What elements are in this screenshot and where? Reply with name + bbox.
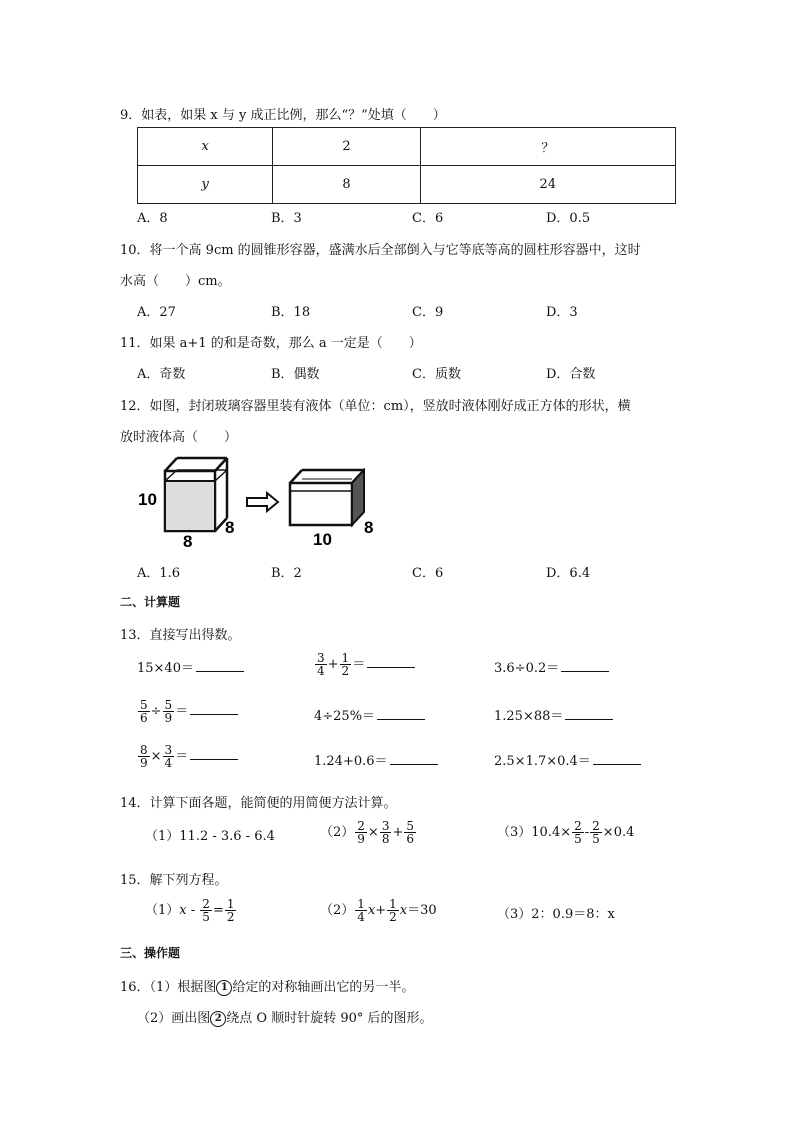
q9-cell: 8 bbox=[273, 166, 420, 204]
q15-part3: （3）2：0.9＝8：x bbox=[497, 907, 615, 922]
section-operation: 三、操作题 bbox=[120, 946, 181, 960]
q13-item: $\frac{8}{9}$ × $\frac{3}{4}$ ＝ bbox=[137, 744, 238, 769]
q13-item: $\frac{5}{6}$ ÷ $\frac{5}{9}$ ＝ bbox=[137, 699, 238, 724]
q12-option-d: D．6.4 bbox=[546, 566, 591, 581]
q11-option-b: B．偶数 bbox=[271, 367, 320, 382]
q14-part1: （1）11.2 - 3.6 - 6.4 bbox=[145, 829, 275, 844]
q9-option-c: C．6 bbox=[412, 211, 444, 226]
q9-cell: 2 bbox=[273, 128, 420, 166]
fraction: $\frac{3}{4}$ bbox=[164, 743, 173, 770]
fraction: $\frac{3}{8}$ bbox=[381, 819, 390, 846]
figure-number-badge: 2 bbox=[210, 1011, 226, 1027]
q11-option-c: C．质数 bbox=[412, 367, 461, 382]
arrow-right-icon bbox=[247, 493, 278, 511]
q13-expr: 3.6÷0.2＝ bbox=[494, 661, 560, 676]
q14-part2: （2） $\frac{2}{9}$ × $\frac{3}{8}$ + $\frac{5}{6}$ bbox=[320, 819, 415, 846]
fraction: $\frac{1}{4}$ bbox=[357, 897, 365, 924]
q10-option-a: A．27 bbox=[137, 305, 176, 320]
fraction: $\frac{2}{9}$ bbox=[357, 819, 365, 846]
left-depth-label: 8 bbox=[225, 518, 235, 537]
q13-expr: 1.24+0.6＝ bbox=[314, 754, 388, 769]
fraction: $\frac{3}{4}$ bbox=[317, 651, 325, 678]
q13-item bbox=[494, 657, 609, 676]
q15-part1: （1）x - $\frac{2}{5}$ = $\frac{1}{2}$ bbox=[145, 897, 235, 924]
q13-item bbox=[494, 705, 613, 724]
q9-option-a: A．8 bbox=[137, 211, 168, 226]
container-figure bbox=[135, 453, 375, 549]
q10-line1: 10．将一个高 9cm 的圆锥形容器，盛满水后全部倒入与它等底等高的圆柱形容器中，这时 bbox=[120, 243, 641, 258]
fraction: $\frac{5}{9}$ bbox=[164, 698, 173, 725]
q11-option-d: D．合数 bbox=[546, 367, 596, 382]
q9-stem: 9．如表，如果 x 与 y 成正比例，那么“？”处填（ ） bbox=[120, 108, 446, 123]
q9-option-b: B．3 bbox=[271, 211, 302, 226]
q13-item: $\frac{3}{4}$ + $\frac{1}{2}$ ＝ bbox=[314, 652, 415, 677]
horizontal-container bbox=[290, 470, 364, 525]
q13-expr: 2.5×1.7×0.4＝ bbox=[494, 754, 591, 769]
q9-cell: ？ bbox=[420, 128, 675, 166]
right-width-label: 10 bbox=[313, 530, 332, 549]
q16-part1: 16．（1）根据图 1 给定的对称轴画出它的另一半。 bbox=[120, 980, 415, 995]
left-width-label: 8 bbox=[183, 532, 193, 549]
q15-stem: 15．解下列方程。 bbox=[120, 873, 228, 888]
q13-item bbox=[314, 705, 425, 724]
q13-stem: 13．直接写出得数。 bbox=[120, 628, 241, 643]
q9-cell: 24 bbox=[420, 166, 675, 204]
q10-line2: 水高（ ）cm。 bbox=[120, 274, 231, 289]
fraction: $\frac{2}{5}$ bbox=[202, 897, 210, 924]
q10-option-c: C．9 bbox=[412, 305, 444, 320]
q9-table bbox=[137, 127, 676, 204]
liquid-side bbox=[352, 470, 364, 525]
answer-blank[interactable] bbox=[593, 752, 641, 765]
fraction: $\frac{2}{5}$ bbox=[592, 819, 600, 846]
q12-line1: 12．如图，封闭玻璃容器里装有液体（单位：cm），竖放时液体刚好成正方体的形状，横 bbox=[120, 399, 631, 414]
fraction: $\frac{5}{6}$ bbox=[406, 819, 415, 846]
fraction: $\frac{2}{5}$ bbox=[574, 819, 582, 846]
q13-item bbox=[137, 657, 244, 676]
q12-option-a: A．1.6 bbox=[137, 566, 181, 581]
fraction: $\frac{5}{6}$ bbox=[140, 698, 148, 725]
answer-blank[interactable] bbox=[367, 655, 415, 668]
fraction: $\frac{8}{9}$ bbox=[140, 743, 148, 770]
q13-expr: 4÷25%＝ bbox=[314, 709, 376, 724]
q13-expr: 15×40＝ bbox=[137, 661, 194, 676]
section-calculation: 二、计算题 bbox=[120, 595, 181, 609]
q12-line2: 放时液体高（ ） bbox=[120, 430, 238, 445]
q13-item bbox=[314, 750, 438, 769]
fraction: $\frac{1}{2}$ bbox=[341, 651, 350, 678]
answer-blank[interactable] bbox=[190, 702, 238, 715]
figure-number-badge: 1 bbox=[216, 980, 232, 996]
q10-option-b: B．18 bbox=[271, 305, 311, 320]
answer-blank[interactable] bbox=[196, 659, 244, 672]
q14-part3: （3）10.4× $\frac{2}{5}$ - $\frac{2}{5}$ ×0.4 bbox=[497, 819, 635, 846]
answer-blank[interactable] bbox=[565, 707, 613, 720]
answer-blank[interactable] bbox=[390, 752, 438, 765]
q9-cell: x bbox=[138, 128, 273, 166]
q12-option-c: C．6 bbox=[412, 566, 444, 581]
fraction: $\frac{1}{2}$ bbox=[226, 897, 235, 924]
q12-option-b: B．2 bbox=[271, 566, 302, 581]
fraction: $\frac{1}{2}$ bbox=[389, 897, 397, 924]
right-depth-label: 8 bbox=[364, 518, 374, 537]
q11-stem: 11．如果 a+1 的和是奇数，那么 a 一定是（ ） bbox=[120, 336, 422, 351]
q9-cell: y bbox=[138, 166, 273, 204]
q11-option-a: A．奇数 bbox=[137, 367, 186, 382]
q15-part2: （2） $\frac{1}{4}$ x+ $\frac{1}{2}$ x＝30 bbox=[320, 897, 437, 924]
answer-blank[interactable] bbox=[190, 747, 238, 760]
q10-option-d: D．3 bbox=[546, 305, 578, 320]
q13-expr: 1.25×88＝ bbox=[494, 709, 564, 724]
q13-item bbox=[494, 750, 641, 769]
q16-part2: （2）画出图 2 绕点 O 顺时针旋转 90° 后的图形。 bbox=[137, 1011, 433, 1026]
liquid-fill bbox=[166, 481, 214, 530]
q14-stem: 14．计算下面各题，能简便的用简便方法计算。 bbox=[120, 796, 397, 811]
left-height-label: 10 bbox=[138, 490, 157, 509]
vertical-container bbox=[165, 458, 227, 531]
answer-blank[interactable] bbox=[561, 659, 609, 672]
q9-option-d: D．0.5 bbox=[546, 211, 591, 226]
answer-blank[interactable] bbox=[377, 707, 425, 720]
